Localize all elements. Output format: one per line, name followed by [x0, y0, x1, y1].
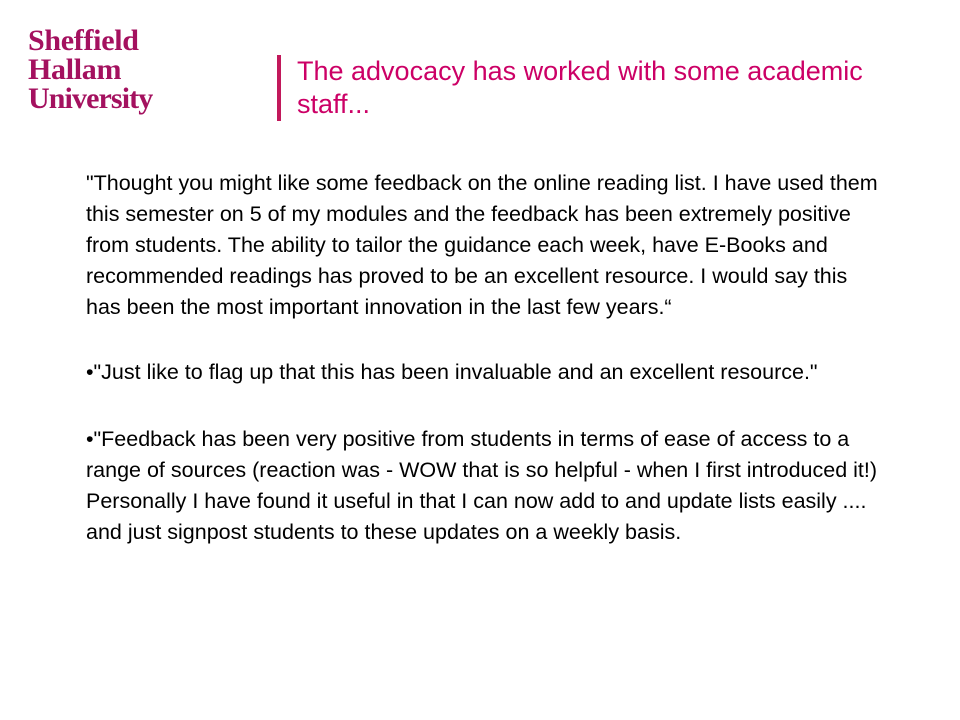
page-title: The advocacy has worked with some academic staff... — [297, 56, 863, 119]
university-logo — [28, 26, 228, 113]
logo-line-university: University — [28, 82, 153, 115]
slide-body — [86, 168, 886, 548]
quote-paragraph-1: "Thought you might like some feedback on the online reading list. I have used them this semester on 5 of my modules and the feedback has been extremely positive from students. The ability to tailor the guidance each week, have E-Books and recommended readings has proved to be an excellent resource. I would say this has been the most important innovation in the last few years.“ — [86, 171, 878, 319]
quote-paragraph-2: •"Just like to flag up that this has been invaluable and an excellent resource." — [86, 360, 818, 384]
slide-title-container — [277, 55, 917, 121]
logo-line-hallam: Hallam — [28, 53, 122, 86]
quote-paragraph-3: •"Feedback has been very positive from students in terms of ease of access to a range of sources (reaction was - WOW that is so helpful - when I first introduced it!) Personally I have found it useful in that I can now add to and update lists easily .... and just signpost students to these updates on a weekly basis. — [86, 427, 878, 544]
logo-line-sheffield: Sheffield — [28, 24, 139, 57]
